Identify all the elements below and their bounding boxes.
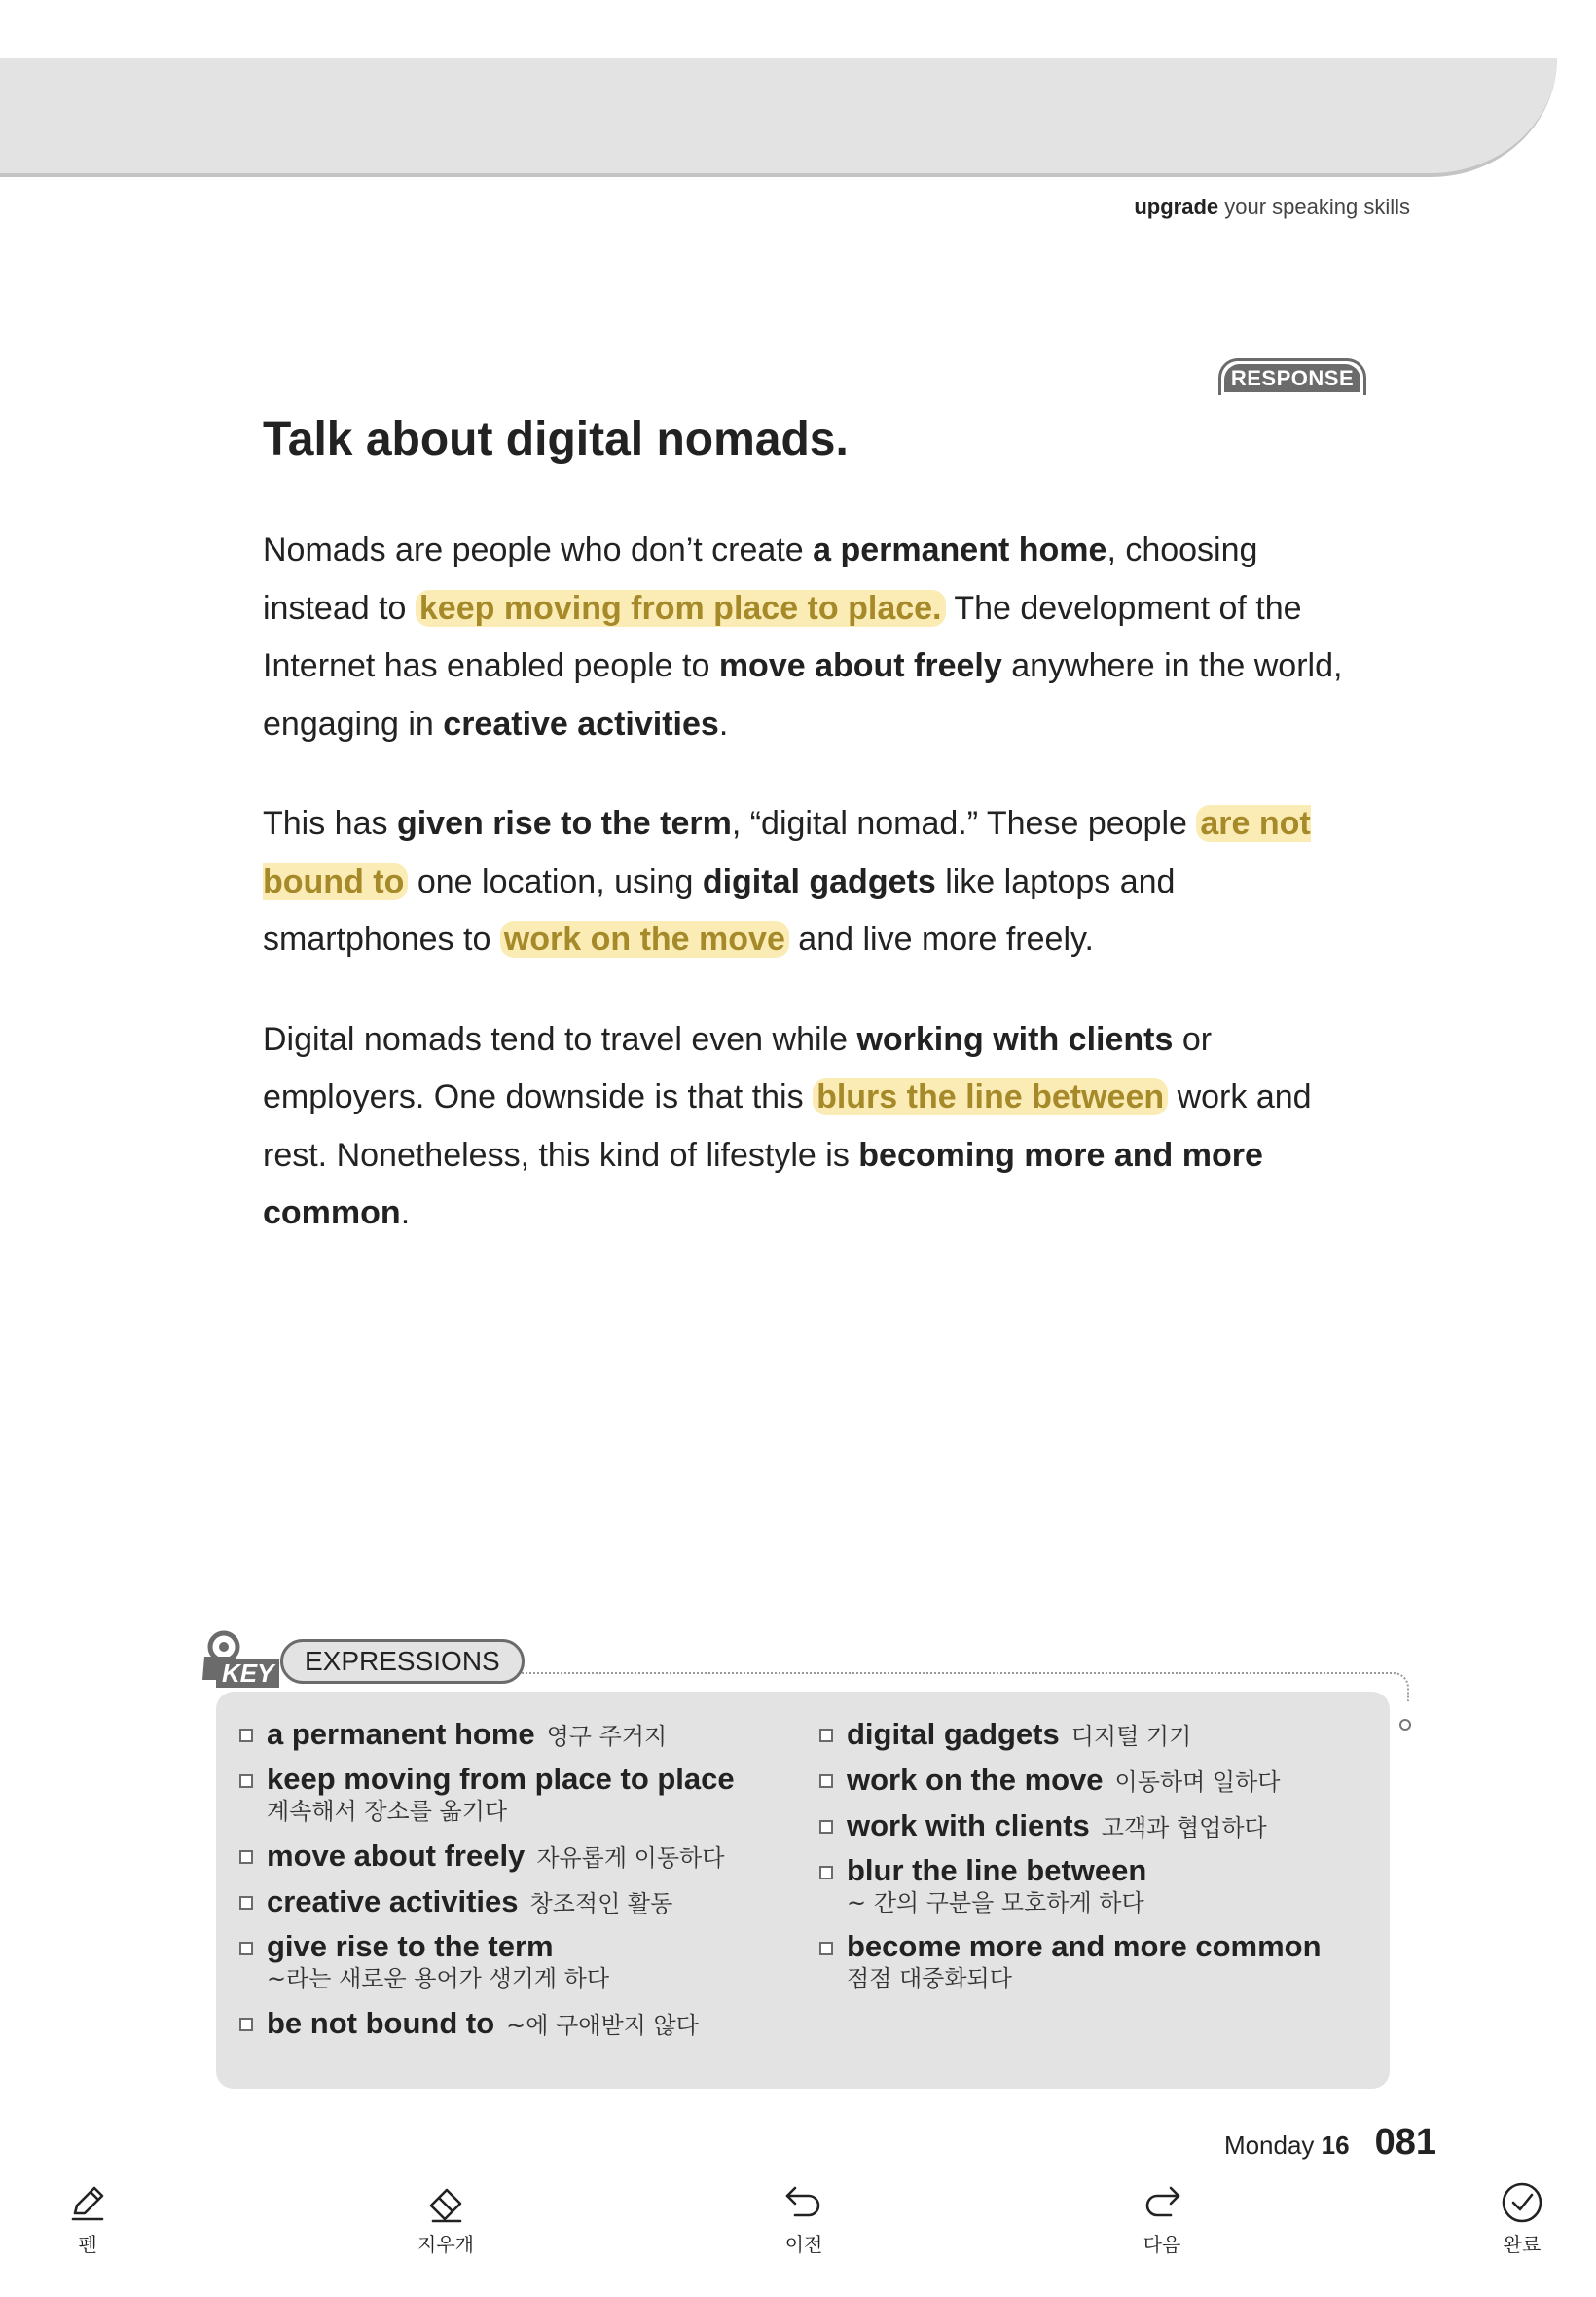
page-number: 081 [1374, 2122, 1436, 2163]
list-item[interactable]: keep moving from place to place 계속해서 장소를 옮기다 [239, 1763, 794, 1827]
checkbox[interactable] [239, 1942, 253, 1955]
checkbox[interactable] [239, 1729, 253, 1742]
undo-icon [781, 2180, 826, 2225]
list-item[interactable]: work on the move 이동하며 일하다 [819, 1763, 1384, 1797]
redo-button[interactable]: 다음 [1113, 2180, 1211, 2257]
highlight[interactable]: keep moving from place to place. [416, 590, 946, 627]
done-button[interactable]: 완료 [1473, 2180, 1571, 2257]
pen-button[interactable]: 펜 [39, 2180, 136, 2257]
highlight[interactable]: work on the move [500, 921, 789, 958]
pen-icon [65, 2180, 110, 2225]
eraser-button[interactable]: 지우개 [397, 2180, 494, 2257]
series-title: upgrade your speaking skills [1134, 195, 1410, 219]
highlight[interactable]: blurs the line between [813, 1078, 1168, 1115]
list-item[interactable]: creative activities 창조적인 활동 [239, 1884, 794, 1918]
checkbox[interactable] [239, 1774, 253, 1788]
checkbox[interactable] [819, 1820, 833, 1834]
paragraph-3: Digital nomads tend to travel even while working with clients or employers. One downside is that this blurs the line between work and rest. Nonetheless, this kind of lifestyle is becoming more and more common. [263, 1020, 1312, 1231]
list-item[interactable]: a permanent home 영구 주거지 [239, 1717, 794, 1751]
bottom-toolbar [0, 2180, 1596, 2287]
key-label: KEY [216, 1659, 279, 1688]
page-title: Talk about digital nomads. [263, 414, 849, 465]
checkbox[interactable] [819, 1729, 833, 1742]
highlight[interactable]: are not bound to [263, 805, 1311, 900]
list-item[interactable]: give rise to the term ~라는 새로운 용어가 생기게 하다 [239, 1930, 794, 1994]
header-band [0, 58, 1557, 177]
list-item[interactable]: become more and more common 점점 대중화되다 [819, 1930, 1384, 1994]
expressions-right-column [819, 1717, 1384, 2006]
checkbox[interactable] [819, 1774, 833, 1788]
checkbox[interactable] [239, 1850, 253, 1864]
connector-dot [1399, 1719, 1411, 1731]
page-footer [1224, 2122, 1436, 2164]
list-item[interactable]: move about freely 자유롭게 이동하다 [239, 1839, 794, 1873]
paragraph-2: This has given rise to the term, “digital nomad.” These people are not bound to one location, using digital gadgets like laptops and smartphones to work on the move and live more freely. [263, 805, 1311, 958]
expressions-box [216, 1692, 1390, 2089]
redo-icon [1140, 2180, 1184, 2225]
expressions-left-column [239, 1717, 794, 2052]
list-item[interactable]: digital gadgets 디지털 기기 [819, 1717, 1384, 1751]
checkbox[interactable] [819, 1942, 833, 1955]
check-circle-icon [1500, 2180, 1544, 2225]
day-label: Monday 16 [1223, 2131, 1350, 2160]
checkbox[interactable] [239, 2018, 253, 2031]
checkbox[interactable] [819, 1866, 833, 1879]
list-item[interactable]: blur the line between ~ 간의 구분을 모호하게 하다 [819, 1854, 1384, 1918]
response-badge: RESPONSE [1218, 358, 1366, 395]
list-item[interactable]: work with clients 고객과 협업하다 [819, 1808, 1384, 1842]
list-item[interactable]: be not bound to ~에 구애받지 않다 [239, 2006, 794, 2040]
undo-button[interactable]: 이전 [755, 2180, 852, 2257]
expressions-tab: EXPRESSIONS [280, 1639, 525, 1684]
paragraph-1: Nomads are people who don’t create a permanent home, choosing instead to keep moving from place to place. The development of the Internet has enabled people to move about freely anywhere in the world, engaging in creative activities. [263, 531, 1343, 743]
checkbox[interactable] [239, 1896, 253, 1910]
eraser-icon [423, 2180, 468, 2225]
passage [263, 522, 1372, 1285]
